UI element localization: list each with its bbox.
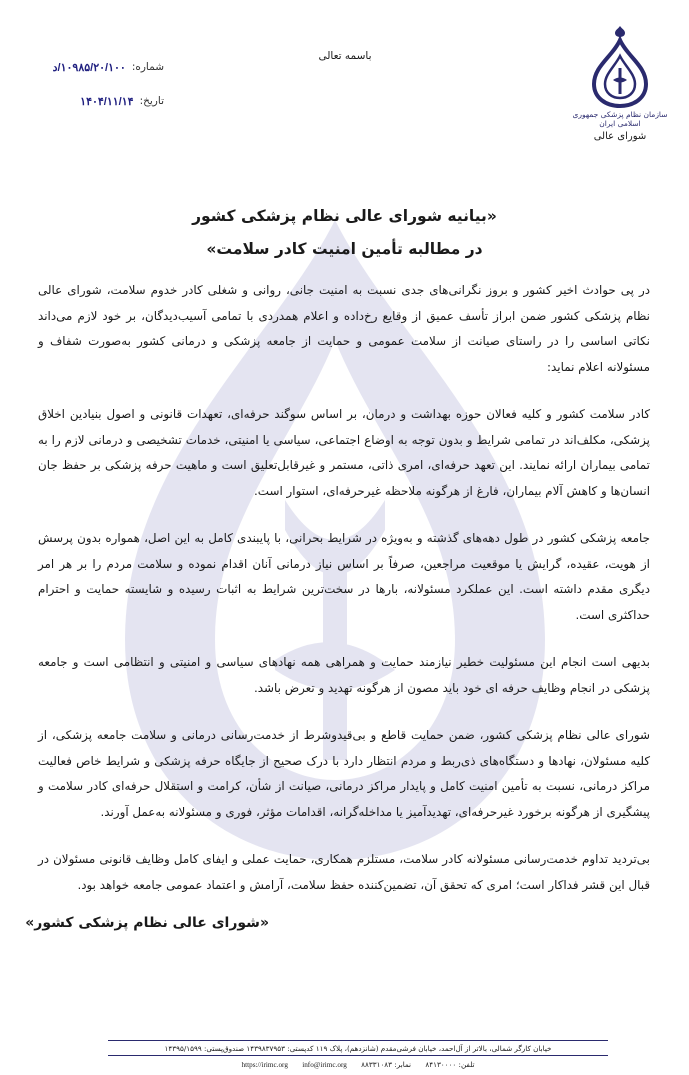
date-row <box>14 84 164 118</box>
basmala: باسمه تعالی <box>318 50 372 62</box>
number-label: شماره: <box>131 61 164 73</box>
number-row <box>14 50 164 84</box>
paragraph: بی‌تردید تداوم خدمت‌رسانی مسئولانه کادر سلامت، مستلزم همکاری، حمایت عملی و ایفای کامل وظایف قانونی مسئولان در قبال این قشر فداکار است؛ امری که تحقق آن، تضمین‌کننده حفظ سلامت، آرامش و اعتماد عمومی جامعه خواهد بود. <box>38 852 650 892</box>
org-name: سازمان نظام پزشکی جمهوری اسلامی ایران <box>572 110 668 128</box>
statement-title <box>0 200 689 266</box>
letter-meta <box>14 50 164 118</box>
org-logo-block <box>565 22 675 142</box>
number-value: ۱۰۹۸۵/۲۰/۱۰۰/د <box>52 61 126 74</box>
medical-council-logo-icon <box>591 22 649 108</box>
footer-address: خیابان کارگر شمالی، بالاتر از آل‌احمد، خیابان فرشی‌مقدم (شانزدهم)، پلاک ۱۱۹ کدپستی: ۱۴۳۹۸۳۷۹۵۳ صندوق‌پستی: ۱۴۳۹۵/۱۵۹۹ <box>108 1040 608 1056</box>
footer-fax: نمابر: ۸۸۳۳۱۰۸۳ <box>361 1060 412 1069</box>
footer-email-link[interactable]: info@irimc.org <box>302 1061 347 1069</box>
footer-website-link[interactable]: https://irimc.org <box>241 1061 288 1069</box>
paragraph: بدیهی است انجام این مسئولیت خطیر نیازمند حمایت و همراهی همه نهادهای سیاسی و امنیتی و انتظامی است و جامعه پزشکی در انجام وظایف حرفه ای خود باید مصون از هرگونه تهدید و تعرض باشد. <box>38 655 650 695</box>
statement-body <box>38 278 650 920</box>
org-sub: شورای عالی <box>593 131 647 143</box>
signature: «شورای عالی نظام پزشکی کشور» <box>25 915 269 931</box>
footer-contacts <box>108 1060 608 1069</box>
footer-phone: تلفن: ۸۴۱۳۰۰۰۰ <box>425 1060 475 1069</box>
paragraph: کادر سلامت کشور و کلیه فعالان حوزه بهداشت و درمان، بر اساس سوگند حرفه‌ای، تعهدات قانونی و اصول بنیادین اخلاق پزشکی، مکلف‌اند در تمامی شرایط و بدون توجه به اوضاع اجتماعی، سیاسی یا امنیتی، خدمات تشخیصی و درمانی لازم را به تمامی بیماران ارائه نمایند. این تعهد حرفه‌ای، امری ذاتی، مستمر و غیرقابل‌تعلیق است و ماهیت حرفه پزشکی بر حفظ جان انسان‌ها و کاهش آلام بیماران، فارغ از هرگونه ملاحظه غیرحرفه‌ای، استوار است. <box>38 407 650 498</box>
paragraph: جامعه پزشکی کشور در طول دهه‌های گذشته و به‌ویژه در شرایط بحرانی، با پایبندی کامل به این اصل، همواره بدون پرسش از هویت، عقیده، گرایش یا موقعیت مراجعین، صرفاً بر اساس نیاز درمانی آنان اقدام نموده و سلامت مردم را بر هر امر دیگری مقدم داشته است. این عملکرد مسئولانه، بارها در سخت‌ترین شرایط به اثبات رسیده و شایسته حمایت و احترام حداکثری است. <box>38 531 650 622</box>
paragraph: شورای عالی نظام پزشکی کشور، ضمن حمایت قاطع و بی‌قیدوشرط از خدمت‌رسانی درمانی و سلامت جامعه پزشکی، از کلیه مسئولان، نهادها و دستگاه‌های ذی‌ربط و مردم انتظار دارد با درک صحیح از جایگاه حرفه پزشکی و شرایط خاص فعالیت مراکز درمانی، نسبت به تأمین امنیت کامل و پایدار مراکز درمانی، صیانت از شأن، کرامت و استقلال حرفه‌ای کادر سلامت و پیشگیری از هرگونه برخورد غیرحرفه‌ای، تهدیدآمیز یا مداخله‌گرانه، اقدامات مؤثر، فوری و مسئولانه به‌عمل آورند. <box>38 728 650 819</box>
title-line-2: در مطالبه تأمین امنیت کادر سلامت» <box>206 240 483 258</box>
date-value: ۱۴۰۴/۱۱/۱۴ <box>80 95 134 108</box>
letter-footer <box>108 1040 608 1069</box>
title-line-1: «بیانیه شورای عالی نظام پزشکی کشور <box>192 207 497 225</box>
date-label: تاریخ: <box>139 95 164 107</box>
paragraph: در پی حوادث اخیر کشور و بروز نگرانی‌های جدی نسبت به امنیت جانی، روانی و شغلی کادر خدوم سلامت، شورای عالی نظام پزشکی کشور ضمن ابراز تأسف عمیق از وقایع رخ‌داده و اعلام همدردی با تمامی آسیب‌دیدگان، بر خود لازم می‌داند نکاتی اساسی را در راستای صیانت از سلامت عمومی و حمایت از جامعه پزشکی و درمانی کشور به‌صورت شفاف و مسئولانه اعلام نماید: <box>38 283 650 374</box>
